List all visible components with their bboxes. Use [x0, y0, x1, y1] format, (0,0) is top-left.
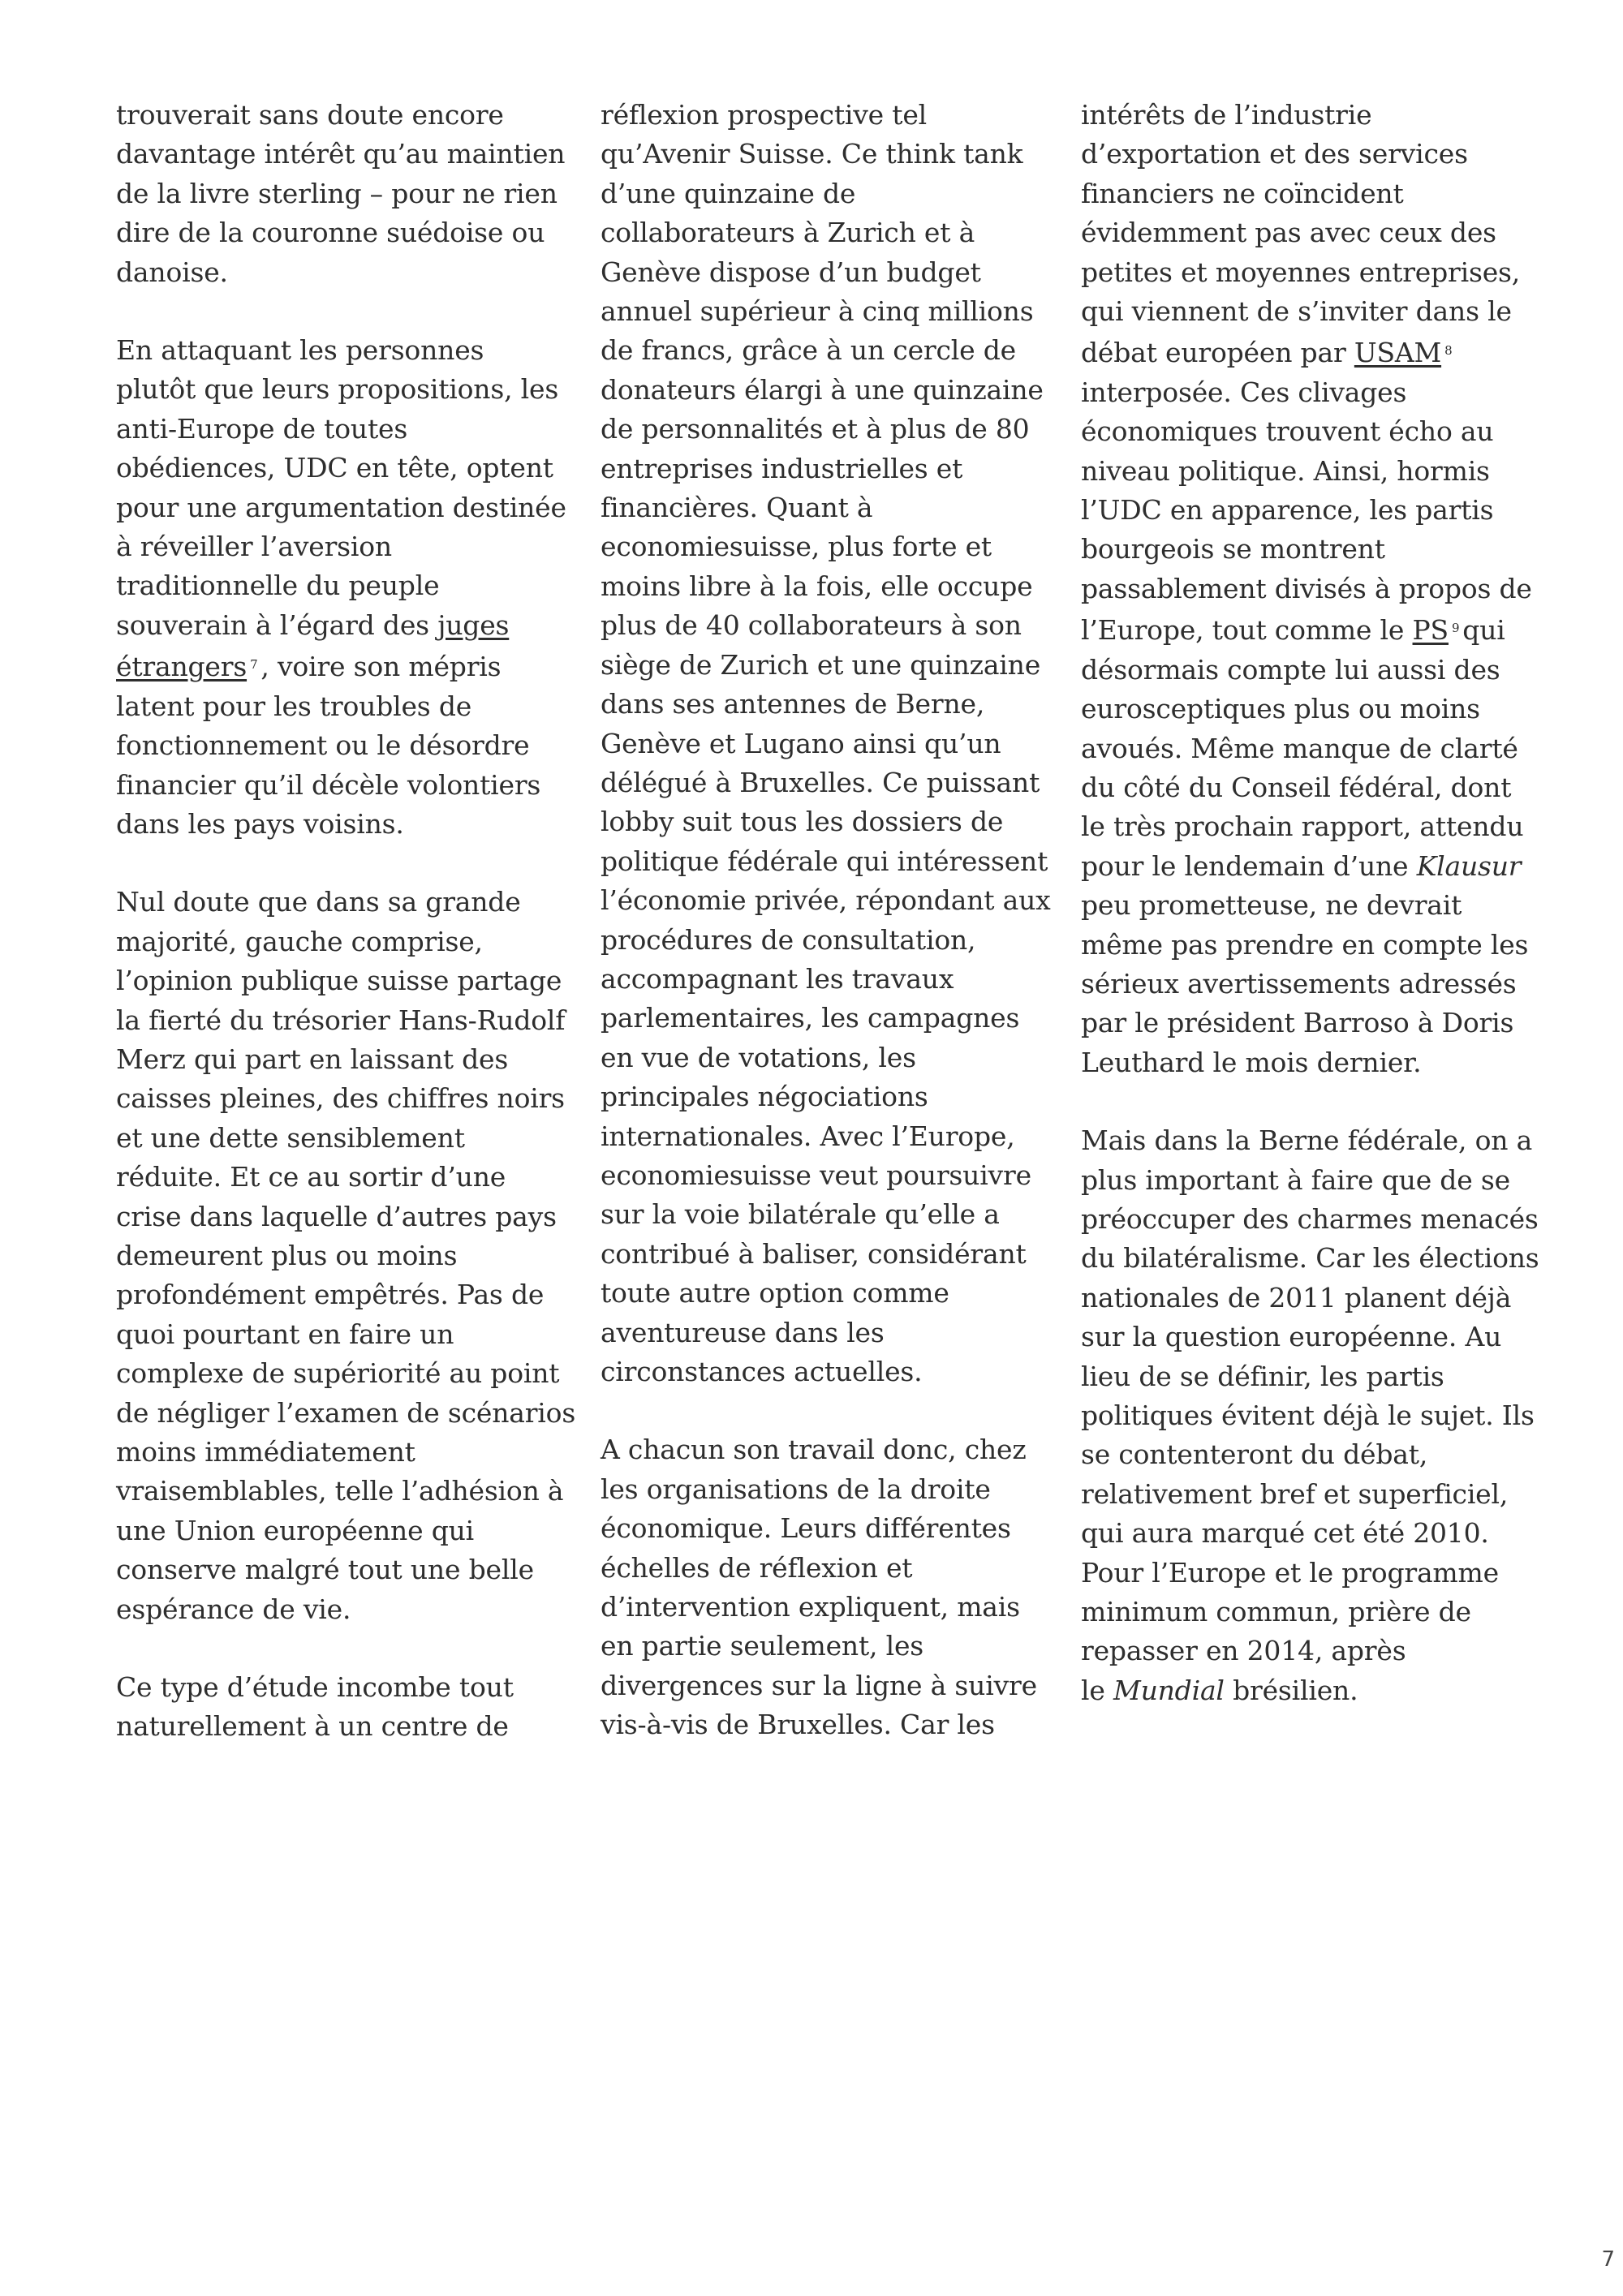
text-line: trouverait sans doute encore	[116, 99, 504, 131]
text-line: l’UDC en apparence, les partis	[1081, 494, 1494, 527]
paragraph	[116, 331, 570, 844]
italic-term: Klausur	[1416, 849, 1522, 882]
text-line: caisses pleines, des chiffres noirs	[116, 1082, 565, 1115]
text-line: donateurs élargi à une quinzaine	[601, 373, 1044, 406]
text-line: annuel supérieur à cinq millions	[601, 295, 1034, 328]
text-line: latent pour les troubles de	[116, 690, 472, 722]
text-line: Mais dans la Berne fédérale, on a	[1081, 1124, 1533, 1157]
text-line: dans les pays voisins.	[116, 807, 404, 840]
text-line: internationales. Avec l’Europe,	[601, 1120, 1015, 1152]
footnote-marker[interactable]: 8	[1444, 343, 1453, 359]
text-line: traditionnelle du peuple	[116, 570, 440, 602]
text-line: lieu de se définir, les partis	[1081, 1360, 1444, 1392]
text-line: procédures de consultation,	[601, 923, 976, 956]
text-column-3	[1081, 96, 1539, 1749]
text-line: de francs, grâce à un cercle de	[601, 334, 1016, 367]
juges-etrangers-link[interactable]: juges	[437, 608, 510, 641]
text-line: lobby suit tous les dossiers de	[601, 806, 1004, 838]
text-line	[116, 645, 570, 686]
text-line: en partie seulement, les	[601, 1630, 924, 1662]
text-line: d’une quinzaine de	[601, 177, 856, 209]
usam-link[interactable]: USAM	[1354, 337, 1442, 369]
text-line: réduite. Et ce au sortir d’une	[116, 1161, 506, 1193]
text-line: moins immédiatement	[116, 1436, 415, 1468]
text-line: repasser en 2014, après	[1081, 1635, 1406, 1667]
text-fragment: débat européen par	[1081, 337, 1354, 369]
paragraph	[116, 96, 570, 292]
text-line: Merz qui part en laissant des	[116, 1043, 509, 1075]
text-line: obédiences, UDC en tête, optent	[116, 452, 553, 484]
text-line: siège de Zurich et une quinzaine	[601, 648, 1041, 681]
text-line: divergences sur la ligne à suivre	[601, 1669, 1037, 1701]
text-line: majorité, gauche comprise,	[116, 925, 483, 957]
text-line: Ce type d’étude incombe tout	[116, 1671, 514, 1704]
paragraph	[1081, 1121, 1539, 1710]
text-line: plus de 40 collaborateurs à son	[601, 609, 1022, 642]
text-line: en vue de votations, les	[601, 1041, 916, 1073]
text-line	[1081, 847, 1535, 886]
text-line: peu prometteuse, ne devrait	[1081, 889, 1462, 922]
text-line	[1081, 608, 1535, 650]
text-line: politique fédérale qui intéressent	[601, 845, 1048, 877]
text-line: d’intervention expliquent, mais	[601, 1591, 1020, 1623]
text-line: Genève et Lugano ainsi qu’un	[601, 727, 1001, 759]
text-line: profondément empêtrés. Pas de	[116, 1279, 545, 1311]
text-line: délégué à Bruxelles. Ce puissant	[601, 766, 1040, 798]
text-line: Pour l’Europe et le programme	[1081, 1556, 1499, 1589]
text-fragment: l’Europe, tout comme le	[1081, 614, 1413, 647]
text-line: l’opinion publique suisse partage	[116, 965, 562, 997]
text-line: économiques trouvent écho au	[1081, 415, 1494, 448]
text-line: d’exportation et des services	[1081, 138, 1468, 170]
text-fragment: qui	[1462, 614, 1505, 647]
text-line: qui viennent de s’inviter dans le	[1081, 295, 1512, 328]
text-line: espérance de vie.	[116, 1593, 351, 1625]
text-line: du bilatéralisme. Car les élections	[1081, 1242, 1539, 1275]
text-line: financier qu’il décèle volontiers	[116, 768, 541, 801]
text-line: la fierté du trésorier Hans-Rudolf	[116, 1004, 566, 1036]
text-line: demeurent plus ou moins	[116, 1239, 458, 1271]
paragraph	[116, 1668, 570, 1747]
text-line: économique. Leurs différentes	[601, 1512, 1011, 1545]
text-line: circonstances actuelles.	[601, 1356, 923, 1387]
text-line: Leuthard le mois dernier.	[1081, 1046, 1422, 1078]
text-line: plutôt que leurs propositions, les	[116, 373, 559, 406]
paragraph	[1081, 96, 1535, 1082]
text-line: petites et moyennes entreprises,	[1081, 256, 1521, 288]
text-line: l’économie privée, répondant aux	[601, 884, 1051, 917]
text-line: complexe de supériorité au point	[116, 1357, 560, 1390]
text-line: davantage intérêt qu’au maintien	[116, 138, 566, 170]
paragraph	[601, 1430, 1039, 1744]
text-line: qu’Avenir Suisse. Ce think tank	[601, 138, 1023, 170]
text-line: economiesuisse, plus forte et	[601, 531, 992, 563]
text-line: les organisations de la droite	[601, 1473, 991, 1505]
text-fragment: le	[1081, 1674, 1113, 1706]
text-line: financiers ne coïncident	[1081, 177, 1404, 209]
text-line: fonctionnement ou le désordre	[116, 729, 530, 762]
ps-link[interactable]: PS	[1412, 614, 1449, 647]
text-line: vis-à-vis de Bruxelles. Car les	[601, 1709, 995, 1741]
juges-etrangers-link-cont[interactable]: étrangers	[116, 651, 248, 683]
text-fragment: souverain à l’égard des	[116, 608, 438, 641]
text-line: collaborateurs à Zurich et à	[601, 217, 975, 249]
text-line: à réveiller l’aversion	[116, 531, 392, 563]
text-line: pour une argumentation destinée	[116, 491, 566, 523]
text-line: parlementaires, les campagnes	[601, 1002, 1020, 1034]
paragraph	[116, 883, 576, 1629]
text-line: de négliger l’examen de scénarios	[116, 1396, 576, 1429]
text-line: même pas prendre en compte les	[1081, 928, 1529, 961]
text-line	[1081, 331, 1535, 372]
text-line: désormais compte lui aussi des	[1081, 653, 1500, 686]
text-line: A chacun son travail donc, chez	[601, 1434, 1027, 1466]
text-fragment: pour le lendemain d’une	[1081, 849, 1417, 882]
text-line: vraisemblables, telle l’adhésion à	[116, 1475, 564, 1507]
text-line: de personnalités et à plus de 80	[601, 413, 1030, 445]
text-line: sur la question européenne. Au	[1081, 1321, 1502, 1353]
text-line: contribué à baliser, considérant	[601, 1237, 1027, 1270]
text-line: conserve malgré tout une belle	[116, 1554, 534, 1586]
text-line: intérêts de l’industrie	[1081, 99, 1372, 131]
text-line: qui aura marqué cet été 2010.	[1081, 1517, 1489, 1550]
text-line: aventureuse dans les	[601, 1316, 885, 1348]
text-line: naturellement à un centre de	[116, 1710, 509, 1743]
text-line: bourgeois se montrent	[1081, 533, 1385, 565]
text-line	[116, 606, 570, 645]
text-line: interposée. Ces clivages	[1081, 376, 1407, 408]
text-line: eurosceptiques plus ou moins	[1081, 693, 1480, 725]
text-line: plus important à faire que de se	[1081, 1163, 1510, 1196]
text-line: relativement bref et superficiel,	[1081, 1477, 1509, 1510]
page-number: 7	[1601, 2247, 1615, 2272]
text-line: préoccuper des charmes menacés	[1081, 1202, 1539, 1235]
text-line: moins libre à la fois, elle occupe	[601, 570, 1033, 602]
text-line: accompagnant les travaux	[601, 962, 954, 995]
text-fragment: brésilien.	[1224, 1674, 1358, 1706]
footnote-marker[interactable]: 9	[1451, 621, 1460, 636]
text-line: de la livre sterling – pour ne rien	[116, 177, 558, 209]
text-line: passablement divisés à propos de	[1081, 572, 1532, 604]
text-line: minimum commun, prière de	[1081, 1596, 1471, 1628]
text-line	[1081, 1671, 1535, 1710]
text-line: anti-Europe de toutes	[116, 412, 408, 445]
text-line: quoi pourtant en faire un	[116, 1318, 454, 1350]
text-line: niveau politique. Ainsi, hormis	[1081, 454, 1490, 487]
text-line: principales négociations	[601, 1081, 928, 1113]
text-line: se contenteront du débat,	[1081, 1438, 1428, 1471]
text-line: En attaquant les personnes	[116, 334, 484, 367]
text-line: réflexion prospective tel	[601, 99, 928, 131]
paragraph	[601, 96, 1051, 1391]
text-fragment: , voire son mépris	[260, 651, 502, 683]
text-line: sérieux avertissements adressés	[1081, 967, 1517, 1000]
text-line: et une dette sensiblement	[116, 1121, 465, 1154]
text-line: crise dans laquelle d’autres pays	[116, 1200, 557, 1232]
text-line: avoués. Même manque de clarté	[1081, 732, 1518, 764]
text-line: du côté du Conseil fédéral, dont	[1081, 771, 1512, 803]
text-line: échelles de réflexion et	[601, 1551, 913, 1584]
text-line: Genève dispose d’un budget	[601, 256, 981, 288]
text-line: par le président Barroso à Doris	[1081, 1007, 1514, 1039]
text-line: politiques évitent déjà le sujet. Ils	[1081, 1400, 1535, 1431]
text-column-2	[601, 96, 1051, 1784]
text-line: sur la voie bilatérale qu’elle a	[601, 1198, 1000, 1231]
text-line: danoise.	[116, 256, 228, 288]
text-line: economiesuisse veut poursuivre	[601, 1159, 1031, 1191]
text-line: dans ses antennes de Berne,	[601, 688, 985, 720]
text-line: toute autre option comme	[601, 1277, 949, 1309]
footnote-marker[interactable]: 7	[250, 657, 258, 673]
text-line: le très prochain rapport, attendu	[1081, 810, 1524, 843]
text-line: évidemment pas avec ceux des	[1081, 217, 1496, 249]
text-line: nationales de 2011 planent déjà	[1081, 1281, 1512, 1314]
text-line: une Union européenne qui	[116, 1514, 475, 1546]
text-line: Nul doute que dans sa grande	[116, 886, 521, 918]
text-line: dire de la couronne suédoise ou	[116, 217, 545, 249]
text-line: financières. Quant à	[601, 492, 873, 524]
text-column-1	[116, 96, 576, 1786]
text-line: entreprises industrielles et	[601, 452, 963, 484]
italic-term: Mundial	[1113, 1674, 1225, 1706]
